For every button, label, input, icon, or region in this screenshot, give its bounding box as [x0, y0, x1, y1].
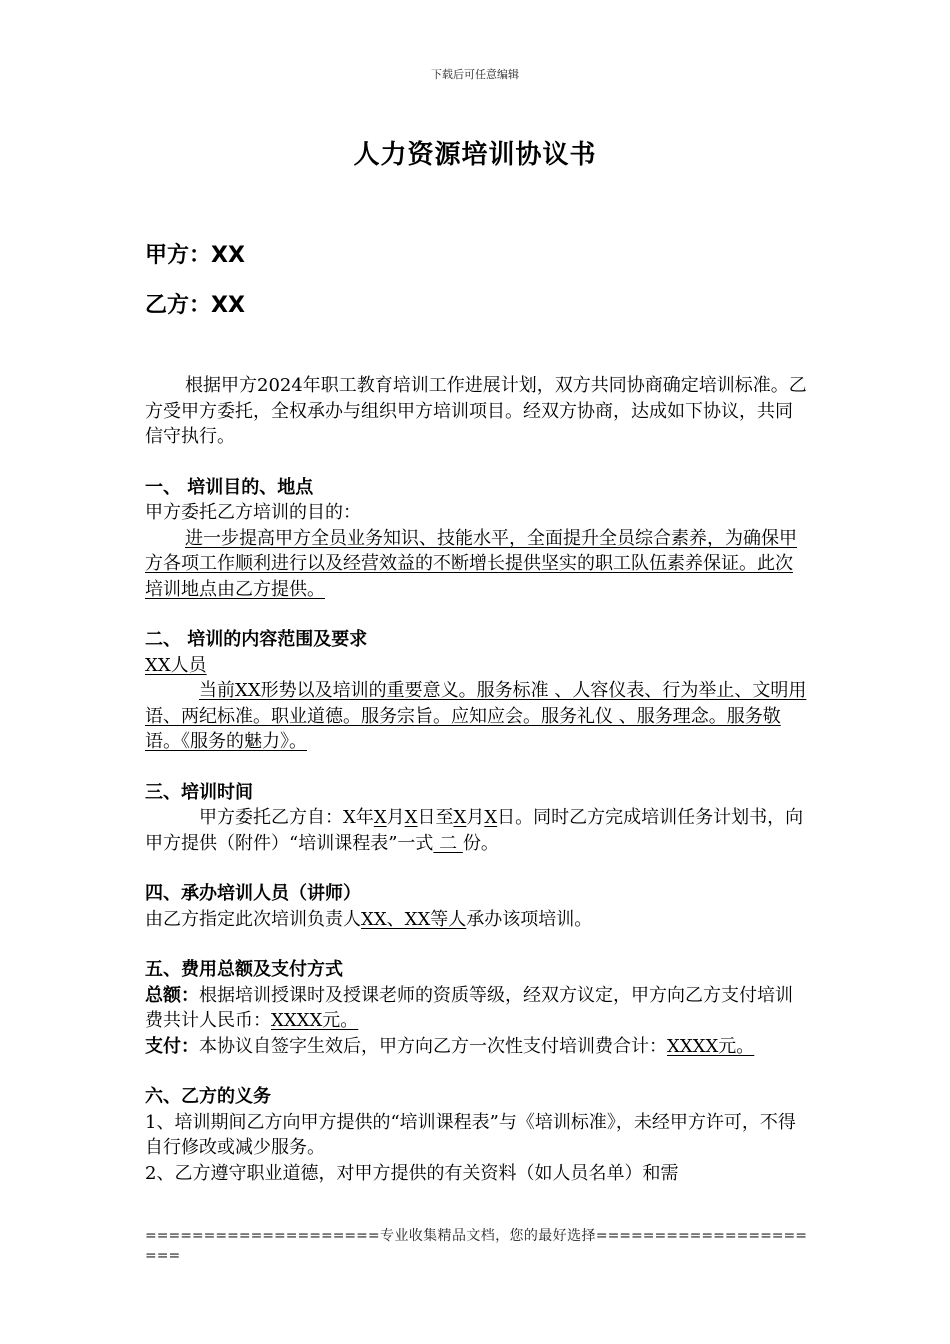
s4-text-1: 由乙方指定此次培训负责人 [145, 908, 361, 930]
s3-copies: 二 [433, 832, 463, 854]
section-5-heading: 五、费用总额及支付方式 [145, 959, 343, 980]
footer-banner: ====================专业收集精品文档，您的最好选择===================== [145, 1228, 807, 1264]
section-3-body [145, 805, 807, 856]
header-note: 下载后可任意编辑 [431, 68, 519, 81]
total-label: 总额： [145, 984, 199, 1006]
page-title: 人力资源培训协议书 [353, 140, 597, 170]
pay-value: XXXX元。 [667, 1035, 755, 1057]
intro-paragraph: 根据甲方2024年职工教育培训工作进展计划，双方共同协商确定培训标准。乙方受甲方委托，全权承办与组织甲方培训项目。经双方协商，达成如下协议，共同信守执行。 [145, 375, 807, 447]
section-6-item-2: 2、乙方遵守职业道德，对甲方提供的有关资料（如人员名单）和需 [145, 1162, 679, 1184]
s3-text-11: 份。 [462, 832, 499, 854]
s3-month-end: X [453, 807, 467, 828]
pay-text: 本协议自签字生效后，甲方向乙方一次性支付培训费合计： [199, 1035, 667, 1057]
s3-text-3: 月 [386, 807, 405, 828]
party-b: 乙方：XX [145, 293, 245, 318]
s3-day-start: X [404, 807, 418, 828]
section-4-body [145, 907, 807, 933]
section-2-heading: 二、 培训的内容范围及要求 [145, 629, 368, 650]
section-5-total [145, 983, 807, 1034]
section-5-payment [145, 1034, 807, 1060]
section-2-line: XX人员 [145, 654, 207, 676]
s3-day-end: X [484, 807, 498, 828]
s3-text-9: 日。同时乙方完成培训任务计划书，向甲方提供（附件）“培训课程表”一式 [145, 807, 804, 854]
s3-text-5: 日至 [417, 807, 454, 828]
party-a: 甲方：XX [145, 243, 245, 268]
section-6-heading: 六、乙方的义务 [145, 1086, 271, 1107]
document-body [145, 373, 807, 1186]
section-2-body: 当前XX形势以及培训的重要意义。服务标准 、人容仪表、行为举止、文明用语、两纪标准。职业道德。服务宗旨。应知应会。服务礼仪 、服务理念。服务敬语。《服务的魅力》。 [145, 680, 807, 752]
pay-label: 支付： [145, 1035, 199, 1057]
total-text: 根据培训授课时及授课老师的资质等级，经双方议定，甲方向乙方支付培训费共计人民币： [145, 984, 793, 1031]
section-3-heading: 三、培训时间 [145, 781, 253, 803]
s3-text-7: 月 [466, 807, 485, 828]
s4-text-3: 承办该项培训。 [466, 908, 593, 930]
s3-month-start: X [373, 807, 387, 828]
s3-text-1: 甲方委托乙方自：X年 [199, 807, 374, 828]
section-1-line: 甲方委托乙方培训的目的： [145, 502, 361, 523]
section-6-item-1: 1、培训期间乙方向甲方提供的“培训课程表”与《培训标准》，未经甲方许可，不得自行修改或减少服务。 [145, 1111, 796, 1158]
section-1-heading: 一、 培训目的、地点 [145, 476, 314, 498]
section-4-heading: 四、承办培训人员（讲师） [145, 883, 361, 904]
total-value: XXXX元。 [271, 1010, 359, 1031]
section-1-body: 进一步提高甲方全员业务知识、技能水平，全面提升全员综合素养，为确保甲方各项工作顺利进行以及经营效益的不断增长提供坚实的职工队伍素养保证。此次培训地点由乙方提供。 [145, 527, 797, 600]
s4-responsible: XX、XX等人 [361, 908, 467, 930]
